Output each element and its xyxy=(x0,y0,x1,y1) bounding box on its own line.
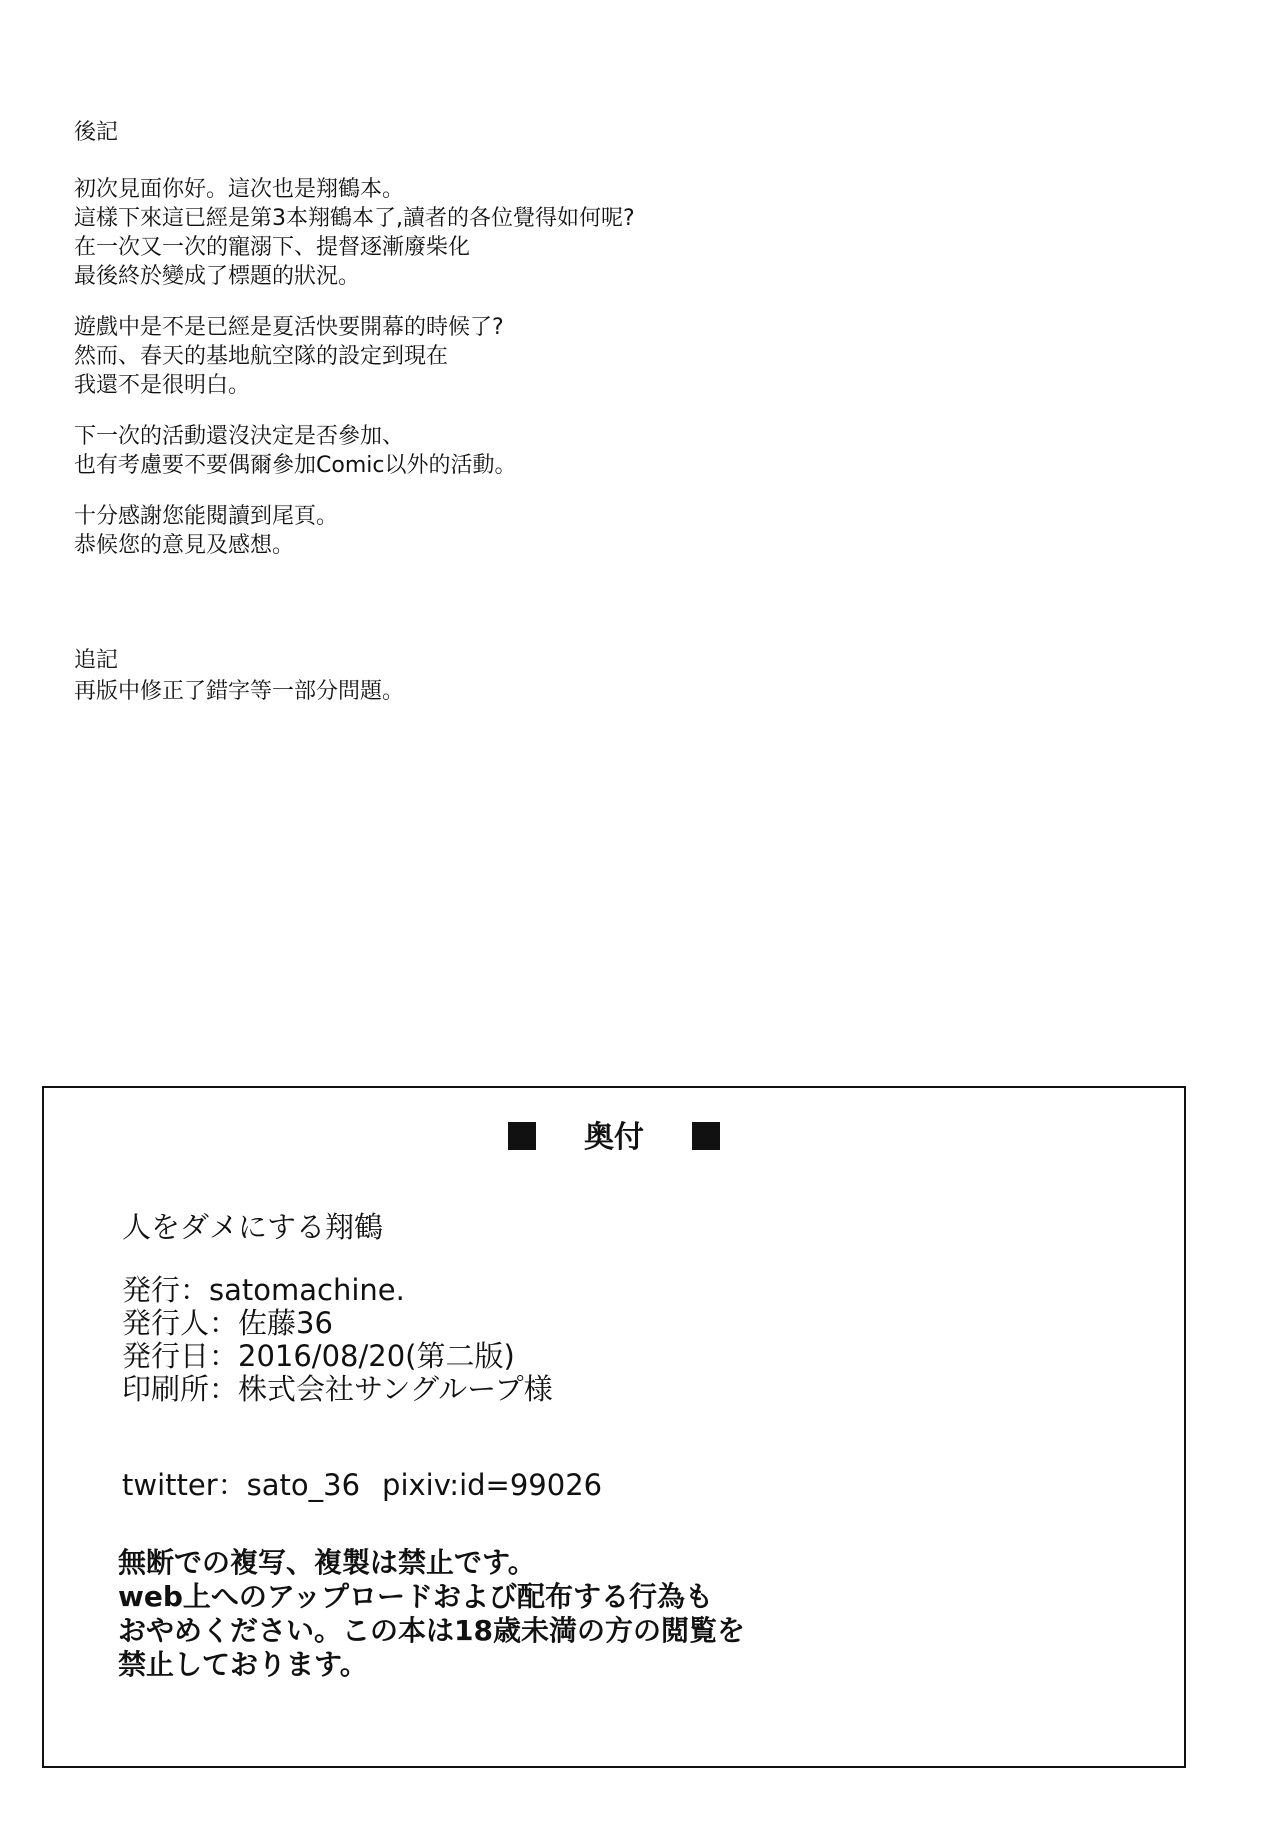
printer-row: 印刷所：株式会社サングループ様 xyxy=(122,1372,553,1406)
black-square-icon xyxy=(508,1122,536,1150)
afterword-line: 十分感謝您能閱讀到尾頁。 xyxy=(74,504,339,529)
afterword-line: 初次見面你好。這次也是翔鶴本。 xyxy=(74,177,405,202)
afterword-line: 在一次又一次的寵溺下、提督逐漸廢柴化 xyxy=(74,235,471,260)
credits-list xyxy=(122,1274,553,1406)
copyright-notice xyxy=(118,1546,745,1682)
postscript-heading: 追記 xyxy=(74,648,119,673)
publisher-row: 発行：satomachine. xyxy=(122,1273,405,1307)
afterword-line: 這樣下來這已經是第3本翔鶴本了,讀者的各位覺得如何呢? xyxy=(74,206,635,231)
afterword-paragraph xyxy=(74,502,974,560)
notice-line: 禁止しております。 xyxy=(118,1648,368,1681)
notice-line: 無断での複写、複製は禁止です。 xyxy=(118,1546,536,1579)
colophon-title: 奥付 xyxy=(584,1120,644,1155)
afterword-line: 下一次的活動還沒決定是否參加、 xyxy=(74,424,405,449)
afterword-line: 恭候您的意見及感想。 xyxy=(74,533,295,558)
afterword-paragraph xyxy=(74,422,974,480)
afterword-line: 也有考慮要不要偶爾參加Comic以外的活動。 xyxy=(74,453,517,478)
afterword-line: 我還不是很明白。 xyxy=(74,373,251,398)
afterword-paragraph xyxy=(74,175,974,291)
postscript-text: 再版中修正了錯字等一部分問題。 xyxy=(74,679,405,704)
afterword-line: 遊戲中是不是已經是夏活快要開幕的時候了? xyxy=(74,315,504,340)
notice-line: web上へのアップロードおよび配布する行為も xyxy=(118,1580,713,1613)
black-square-icon xyxy=(692,1122,720,1150)
colophon-box xyxy=(42,1086,1186,1768)
afterword-section xyxy=(74,118,974,582)
publish-date-row: 発行日：2016/08/20(第二版) xyxy=(122,1339,515,1373)
afterword-paragraph xyxy=(74,313,974,400)
notice-line: おやめください。この本は18歳未満の方の閲覧を xyxy=(118,1614,745,1647)
publisher-person-row: 発行人：佐藤36 xyxy=(122,1306,333,1340)
afterword-line: 最後終於變成了標題的狀況。 xyxy=(74,264,361,289)
pixiv-id: pixiv:id=99026 xyxy=(382,1468,603,1502)
book-title: 人をダメにする翔鶴 xyxy=(122,1210,384,1244)
colophon-header xyxy=(44,1118,1184,1158)
twitter-handle: twitter：sato_36 xyxy=(122,1468,361,1502)
postscript-section xyxy=(74,645,404,707)
social-links xyxy=(122,1466,602,1504)
afterword-line: 然而、春天的基地航空隊的設定到現在 xyxy=(74,344,449,369)
afterword-heading: 後記 xyxy=(74,120,119,145)
